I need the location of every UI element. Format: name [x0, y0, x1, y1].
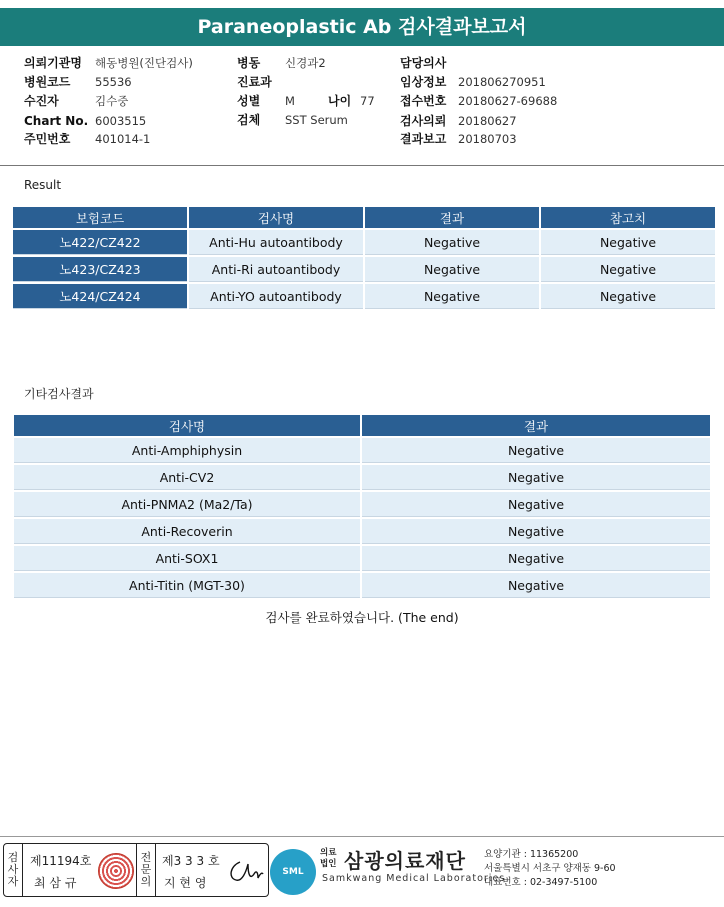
specialist-license: 제3 3 3 호 — [162, 854, 220, 868]
result-header-code: 보험코드 — [13, 207, 187, 228]
inspector-name: 최 삼 규 — [34, 876, 77, 890]
chart-value: 6003515 — [95, 114, 147, 128]
row-test-name: Anti-PNMA2 (Ma2/Ta) — [14, 492, 360, 517]
other-header-name: 검사명 — [14, 415, 360, 436]
hospital-code-value: 55536 — [95, 75, 132, 89]
sex-label: 성별 — [237, 94, 261, 108]
row-test-name: Anti-CV2 — [14, 465, 360, 490]
inspector-license: 제11194호 — [30, 854, 92, 868]
org-english: Samkwang Medical Laboratories — [322, 873, 506, 884]
row-result: Negative — [362, 519, 710, 544]
request-label: 검사의뢰 — [400, 114, 447, 128]
institution-label: 의뢰기관명 — [24, 56, 82, 70]
resident-label: 주민번호 — [24, 132, 71, 146]
other-results-table — [12, 413, 712, 600]
footer — [0, 836, 724, 907]
receipt-label: 접수번호 — [400, 94, 447, 108]
table-row — [13, 230, 715, 255]
inspector-label: 검사자 — [7, 851, 19, 888]
dept-label: 진료과 — [237, 75, 272, 89]
specialist-name: 지 현 영 — [164, 876, 207, 890]
ward-value: 신경과2 — [285, 56, 326, 70]
specialist-label: 전문의 — [140, 851, 152, 888]
signature-box — [3, 843, 269, 897]
sml-logo-icon: SML — [270, 849, 316, 895]
table-row — [14, 438, 710, 463]
org-prefix-2: 법인 — [320, 859, 337, 869]
other-section-label: 기타검사결과 — [24, 387, 94, 401]
table-row — [13, 284, 715, 309]
row-code: 노422/CZ422 — [13, 230, 187, 255]
signature-icon — [226, 856, 264, 886]
seal-stamp-icon — [98, 853, 134, 889]
row-code: 노424/CZ424 — [13, 284, 187, 309]
other-header-row — [14, 415, 710, 436]
row-reference: Negative — [541, 284, 715, 309]
row-test-name: Anti-Titin (MGT-30) — [14, 573, 360, 598]
report-date-value: 20180703 — [458, 132, 517, 146]
resident-value: 401014-1 — [95, 132, 151, 146]
row-test-name: Anti-Amphiphysin — [14, 438, 360, 463]
table-row — [14, 492, 710, 517]
age-value: 77 — [360, 94, 375, 108]
patient-value: 김수중 — [95, 94, 129, 108]
row-result: Negative — [362, 465, 710, 490]
ward-label: 병동 — [237, 56, 261, 70]
table-row — [13, 257, 715, 282]
org-phone: 대표번호 : 02-3497-5100 — [484, 877, 598, 888]
table-row — [14, 519, 710, 544]
result-header-row — [13, 207, 715, 228]
clinical-value: 201806270951 — [458, 75, 546, 89]
table-row — [14, 573, 710, 598]
row-test-name: Anti-Hu autoantibody — [189, 230, 363, 255]
row-result: Negative — [362, 438, 710, 463]
row-result: Negative — [365, 230, 539, 255]
row-result: Negative — [362, 573, 710, 598]
patient-info-panel — [0, 50, 724, 166]
age-label: 나이 — [328, 94, 352, 108]
row-result: Negative — [362, 492, 710, 517]
result-header-name: 검사명 — [189, 207, 363, 228]
chart-label: Chart No. — [24, 114, 89, 128]
request-value: 20180627 — [458, 114, 517, 128]
patient-label: 수진자 — [24, 94, 59, 108]
receipt-value: 20180627-69688 — [458, 94, 558, 108]
org-code: 요양기관 : 11365200 — [484, 849, 579, 860]
row-test-name: Anti-SOX1 — [14, 546, 360, 571]
row-reference: Negative — [541, 230, 715, 255]
row-result: Negative — [365, 284, 539, 309]
hospital-code-label: 병원코드 — [24, 75, 71, 89]
institution-value: 해동병원(진단검사) — [95, 56, 193, 70]
report-date-label: 결과보고 — [400, 132, 447, 146]
clinical-label: 임상정보 — [400, 75, 447, 89]
result-section-label: Result — [24, 178, 62, 192]
row-test-name: Anti-YO autoantibody — [189, 284, 363, 309]
sex-value: M — [285, 94, 295, 108]
end-note: 검사를 완료하였습니다. (The end) — [265, 610, 459, 625]
org-prefix-1: 의료 — [320, 848, 337, 858]
result-header-result: 결과 — [365, 207, 539, 228]
result-header-ref: 참고치 — [541, 207, 715, 228]
row-result: Negative — [365, 257, 539, 282]
row-test-name: Anti-Recoverin — [14, 519, 360, 544]
doctor-label: 담당의사 — [400, 56, 447, 70]
org-name: 삼광의료재단 — [344, 849, 466, 873]
table-row — [14, 465, 710, 490]
org-address: 서울특별시 서초구 양재동 9-60 — [484, 863, 616, 874]
row-reference: Negative — [541, 257, 715, 282]
row-result: Negative — [362, 546, 710, 571]
other-header-result: 결과 — [362, 415, 710, 436]
table-row — [14, 546, 710, 571]
row-code: 노423/CZ423 — [13, 257, 187, 282]
report-title: Paraneoplastic Ab 검사결과보고서 — [0, 8, 724, 46]
specimen-label: 검체 — [237, 113, 261, 127]
result-table — [11, 205, 717, 311]
specimen-value: SST Serum — [285, 113, 348, 127]
row-test-name: Anti-Ri autoantibody — [189, 257, 363, 282]
